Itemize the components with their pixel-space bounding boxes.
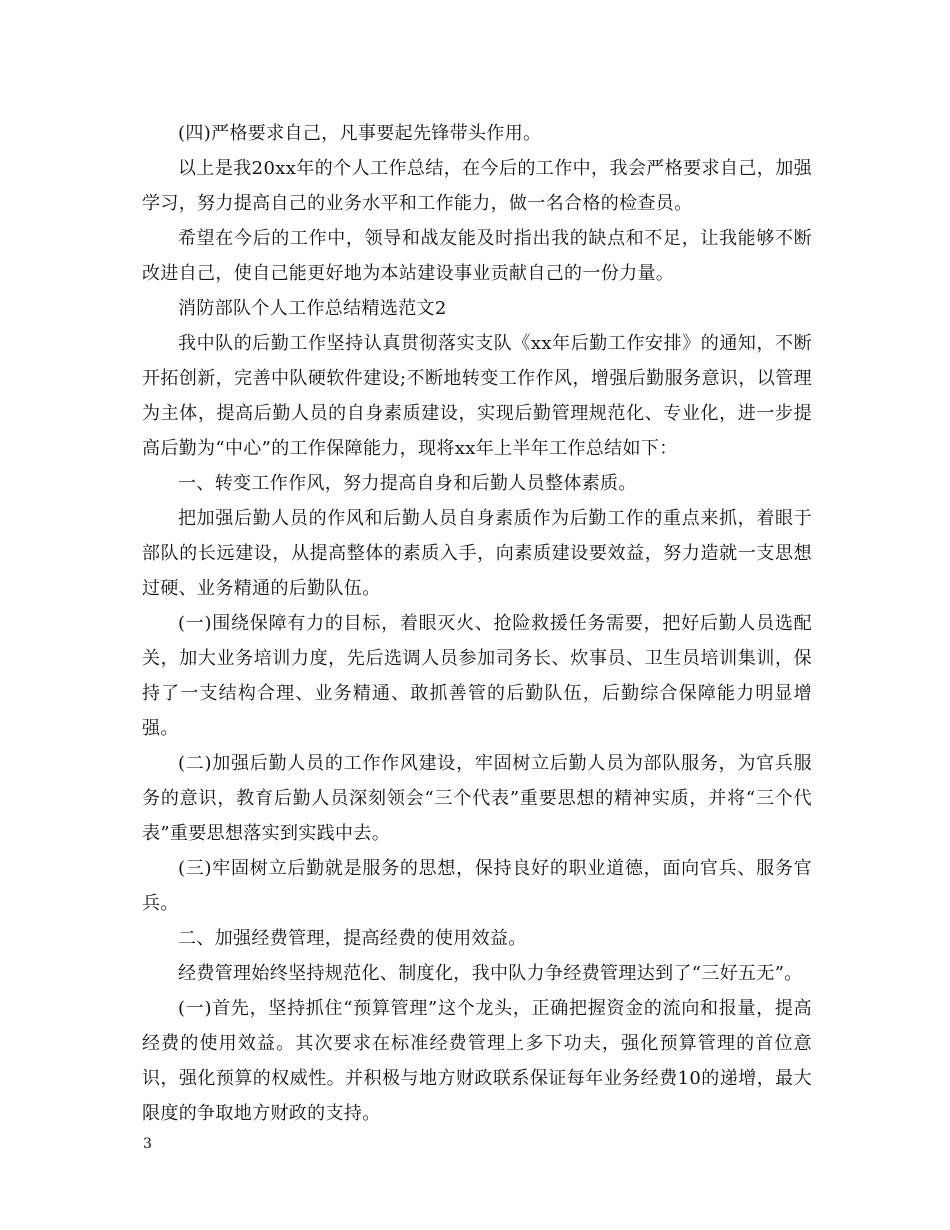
section-title-example-2: 消防部队个人工作总结精选范文2 <box>178 298 447 319</box>
paragraph-summary-conclusion: 以上是我20xx年的个人工作总结，在今后的工作中，我会严格要求自己，加强学习，努力提高自己的业务水平和工作能力，做一名合格的检查员。 <box>142 158 812 214</box>
page-number: 3 <box>143 1136 152 1152</box>
paragraph-item-4-heading: (四)严格要求自己，凡事要起先锋带头作用。 <box>178 123 542 144</box>
paragraph-logistics-intro: 我中队的后勤工作坚持认真贯彻落实支队《xx年后勤工作安排》的通知，不断开拓创新，完善中队硬软件建设;不断地转变工作作风，增强后勤服务意识，以管理为主体，提高后勤人员的自身素质建设，实现后勤管理规范化、专业化，进一步提高后勤为“中心”的工作保障能力，现将xx年上半年工作总结如下： <box>142 333 812 459</box>
paragraph-part-2-item-1: (一)首先，坚持抓住“预算管理”这个龙头，正确把握资金的流向和报量，提高经费的使用效益。其次要求在标准经费管理上多下功夫，强化预算管理的首位意识，强化预算的权威性。并积极与地方财政联系保证每年业务经费10的递增，最大限度的争取地方财政的支持。 <box>142 998 812 1124</box>
heading-part-2: 二、加强经费管理，提高经费的使用效益。 <box>178 928 527 949</box>
paragraph-item-2: (二)加强后勤人员的工作作风建设，牢固树立后勤人员为部队服务，为官兵服务的意识，教育后勤人员深刻领会“三个代表”重要思想的精神实质，并将“三个代表”重要思想落实到实践中去。 <box>142 753 812 844</box>
paragraph-item-1: (一)围绕保障有力的目标，着眼灭火、抢险救援任务需要，把好后勤人员选配关，加大业务培训力度，先后选调人员参加司务长、炊事员、卫生员培训集训，保持了一支结构合理、业务精通、敢抓善管的后勤队伍，后勤综合保障能力明显增强。 <box>142 613 812 739</box>
heading-part-1: 一、转变工作作风，努力提高自身和后勤人员整体素质。 <box>178 473 637 494</box>
paragraph-part-1-body: 把加强后勤人员的作风和后勤人员自身素质作为后勤工作的重点来抓，着眼于部队的长远建设，从提高整体的素质入手，向素质建设要效益，努力造就一支思想过硬、业务精通的后勤队伍。 <box>142 508 812 599</box>
paragraph-part-2-body: 经费管理始终坚持规范化、制度化，我中队力争经费管理达到了“三好五无”。 <box>178 963 803 984</box>
paragraph-item-3: (三)牢固树立后勤就是服务的思想，保持良好的职业道德，面向官兵、服务官兵。 <box>142 858 812 914</box>
document-body <box>142 116 812 1131</box>
paragraph-hope: 希望在今后的工作中，领导和战友能及时指出我的缺点和不足，让我能够不断改进自己，使自己能更好地为本站建设事业贡献自己的一份力量。 <box>142 228 812 284</box>
